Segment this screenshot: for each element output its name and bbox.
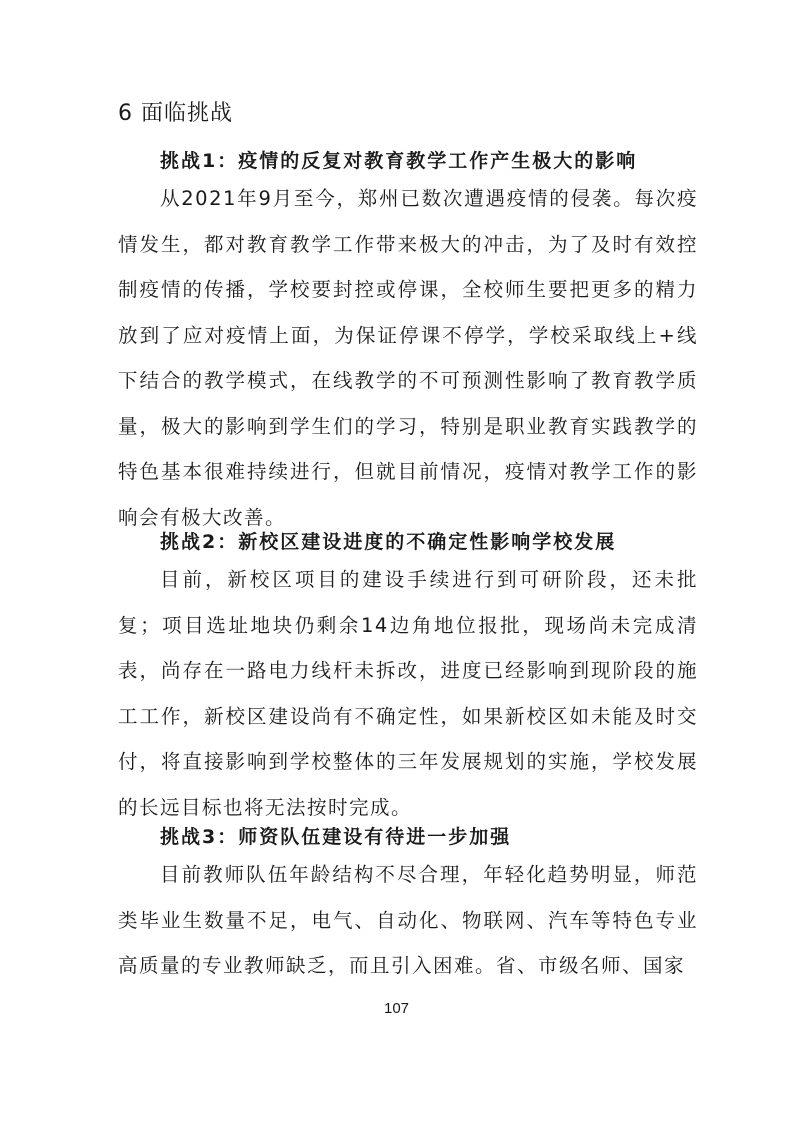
section-title: 6 面临挑战: [118, 101, 233, 126]
page-number: 107: [383, 1000, 410, 1017]
challenge-2-paragraph: 目前，新校区项目的建设手续进行到可研阶段，还未批复；项目选址地块仍剩余14边角地位报批，现场尚未完成清表，尚存在一路电力线杆未拆改，进度已经影响到现阶段的施工工作，新校区建设尚有不确定性，如果新校区如未能及时交付，将直接影响到学校整体的三年发展规划的实施，学校发展的长远目标也将无法按时完成。: [118, 568, 698, 819]
challenge-2-heading: 挑战2：新校区建设进度的不确定性影响学校发展: [160, 531, 617, 553]
challenge-1-paragraph: 从2021年9月至今，郑州已数次遭遇疫情的侵袭。每次疫情发生，都对教育教学工作带来极大的冲击，为了及时有效控制疫情的传播，学校要封控或停课，全校师生要把更多的精力放到了应对疫情上面，为保证停课不停学，学校采取线上+线下结合的教学模式，在线教学的不可预测性影响了教育教学质量，极大的影响到学生们的学习，特别是职业教育实践教学的特色基本很难持续进行，但就目前情况，疫情对教学工作的影响会有极大改善。: [118, 187, 698, 529]
challenge-3-heading: 挑战3：师资队伍建设有待进一步加强: [160, 826, 512, 848]
challenge-3-paragraph: 目前教师队伍年龄结构不尽合理，年轻化趋势明显，师范类毕业生数量不足，电气、自动化、物联网、汽车等特色专业高质量的专业教师缺乏，而且引入困难。省、市级名师、国家: [118, 863, 698, 977]
challenge-1-heading: 挑战1：疫情的反复对教育教学工作产生极大的影响: [160, 150, 638, 172]
